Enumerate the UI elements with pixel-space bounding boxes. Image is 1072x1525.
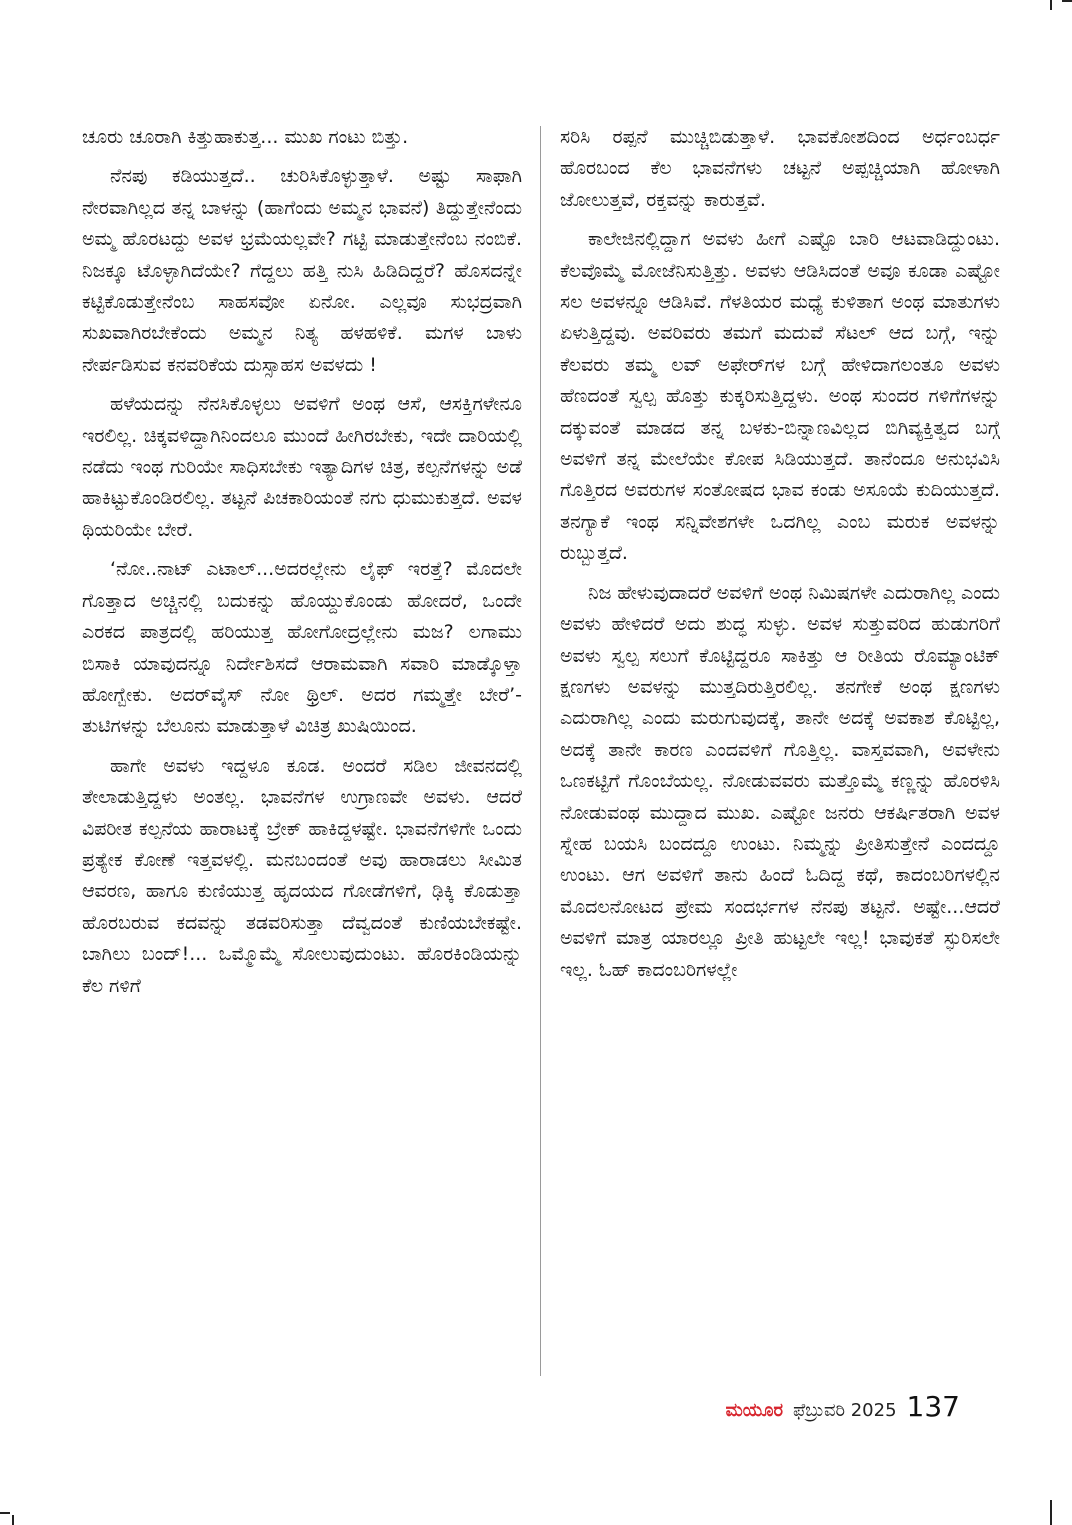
column-divider bbox=[540, 126, 541, 1376]
magazine-logo: ಮಯೂರ bbox=[725, 1400, 783, 1421]
crop-mark bbox=[0, 1512, 10, 1514]
page-number: 137 bbox=[906, 1390, 960, 1423]
paragraph: ಹಾಗೇ ಅವಳು ಇದ್ದಳೂ ಕೂಡ. ಅಂದರೆ ಸಡಿಲ ಜೀವನದಲ್ಲಿ ತೇಲಾಡುತ್ತಿದ್ದಳು ಅಂತಲ್ಲ. ಭಾವನೆಗಳ ಉಗ್ರಾಣವೇ ಅವಳು. ಆದರೆ ವಿಪರೀತ ಕಲ್ಪನೆಯ ಹಾರಾಟಕ್ಕೆ ಬ್ರೇಕ್ ಹಾಕಿದ್ದಳಷ್ಟೇ. ಭಾವನೆಗಳಿಗೇ ಒಂದು ಪ್ರತ್ಯೇಕ ಕೋಣೆ ಇತ್ತವಳಲ್ಲಿ. ಮನಬಂದಂತೆ ಅವು ಹಾರಾಡಲು ಸೀಮಿತ ಆವರಣ, ಹಾಗೂ ಕುಣಿಯುತ್ತ ಹೃದಯದ ಗೋಡೆಗಳಿಗೆ, ಢಿಕ್ಕಿ ಕೊಡುತ್ತಾ ಹೊರಬರುವ ಕದವನ್ನು ತಡವರಿಸುತ್ತಾ ದೆವ್ವದಂತೆ ಕುಣಿಯಬೇಕಷ್ಟೇ. ಬಾಗಿಲು ಬಂದ್!... ಒಮ್ಮೊಮ್ಮೆ ಸೋಲುವುದುಂಟು. ಹೊರಕಿಂಡಿಯನ್ನು ಕೆಲ ಗಳಿಗೆ bbox=[82, 754, 522, 997]
crop-mark bbox=[12, 1515, 14, 1525]
issue-month: ಫೆಬ್ರುವರಿ 2025 bbox=[792, 1400, 897, 1421]
paragraph: ಹಳೆಯದನ್ನು ನೆನಸಿಕೊಳ್ಳಲು ಅವಳಿಗೆ ಅಂಥ ಆಸೆ, ಆಸಕ್ತಿಗಳೇನೂ ಇರಲಿಲ್ಲ. ಚಿಕ್ಕವಳಿದ್ದಾಗಿನಿಂದಲೂ ಮುಂದೆ ಹೀಗಿರಬೇಕು, ಇದೇ ದಾರಿಯಲ್ಲಿ ನಡೆದು ಇಂಥ ಗುರಿಯೇ ಸಾಧಿಸಬೇಕು ಇತ್ಯಾದಿಗಳ ಚಿತ್ರ, ಕಲ್ಪನೆಗಳನ್ನು ಅಡೆ ಹಾಕಿಟ್ಟುಕೊಂಡಿರಲಿಲ್ಲ. ತಟ್ಟನೆ ಪಿಚಕಾರಿಯಂತೆ ನಗು ಧುಮುಕುತ್ತದೆ. ಅವಳ ಥಿಯರಿಯೇ ಬೇರೆ. bbox=[82, 393, 522, 541]
crop-mark bbox=[1062, 0, 1072, 2]
paragraph: ಚೂರು ಚೂರಾಗಿ ಕಿತ್ತುಹಾಕುತ್ತ... ಮುಖ ಗಂಟು ಬಿತ್ತು. bbox=[82, 126, 409, 148]
paragraph: ‘ನೋ..ನಾಟ್ ಎಟಾಲ್...ಅದರಲ್ಲೇನು ಲೈಫ್ ಇರತ್ತೆ? ಮೊದಲೇ ಗೊತ್ತಾದ ಅಚ್ಚಿನಲ್ಲಿ ಬದುಕನ್ನು ಹೊಯ್ದುಕೊಂಡು ಹೋದರೆ, ಒಂದೇ ಎರಕದ ಪಾತ್ರದಲ್ಲಿ ಹರಿಯುತ್ತ ಹೋಗೋದ್ರಲ್ಲೇನು ಮಜ? ಲಗಾಮು ಬಿಸಾಕಿ ಯಾವುದನ್ನೂ ನಿರ್ದೇಶಿಸದೆ ಆರಾಮವಾಗಿ ಸವಾರಿ ಮಾಡ್ಕೊಳ್ತಾ ಹೋಗ್ಬೇಕು. ಅದರ್‌ವೈಸ್ ನೋ ಥ್ರಿಲ್. ಅದರ ಗಮ್ಮತ್ತೇ ಬೇರೆ’- ತುಟಿಗಳನ್ನು ಬೆಲೂನು ಮಾಡುತ್ತಾಳೆ ವಿಚಿತ್ರ ಖುಷಿಯಿಂದ. bbox=[82, 558, 522, 738]
paragraph: ನೆನಪು ಕಡಿಯುತ್ತದೆ.. ಚುರಿಸಿಕೊಳ್ಳುತ್ತಾಳೆ. ಅಷ್ಟು ಸಾಫಾಗಿ ನೇರವಾಗಿಲ್ಲದ ತನ್ನ ಬಾಳನ್ನು (ಹಾಗೆಂದು ಅಮ್ಮನ ಭಾವನೆ) ತಿದ್ದುತ್ತೇನೆಂದು ಅಮ್ಮ ಹೊರಟದ್ದು ಅವಳ ಭ್ರಮೆಯಲ್ಲವೇ? ಗಟ್ಟಿ ಮಾಡುತ್ತೇನೆಂಬ ನಂಬಿಕೆ. ನಿಜಕ್ಕೂ ಟೊಳ್ಳಾಗಿದೆಯೇ? ಗೆದ್ದಲು ಹತ್ತಿ ನುಸಿ ಹಿಡಿದಿದ್ದರೆ? ಹೊಸದನ್ನೇ ಕಟ್ಟಿಕೊಡುತ್ತೇನೆಂಬ ಸಾಹಸವೋ ಏನೋ. ಎಲ್ಲವೂ ಸುಭದ್ರವಾಗಿ ಸುಖವಾಗಿರಬೇಕೆಂದು ಅಮ್ಮನ ನಿತ್ಯ ಹಳಹಳಿಕೆ. ಮಗಳ ಬಾಳು ನೇರ್ಪಡಿಸುವ ಕನವರಿಕೆಯ ದುಸ್ಸಾಹಸ ಅವಳದು ! bbox=[82, 165, 522, 376]
crop-mark bbox=[1050, 0, 1052, 10]
right-column bbox=[560, 122, 1000, 1380]
left-column bbox=[82, 122, 522, 1380]
paragraph: ಸರಿಸಿ ರಪ್ಪನೆ ಮುಚ್ಚಿಬಿಡುತ್ತಾಳೆ. ಭಾವಕೋಶದಿಂದ ಅರ್ಧಂಬರ್ಧ ಹೊರಬಂದ ಕೆಲ ಭಾವನೆಗಳು ಚಟ್ಟನೆ ಅಪ್ಪಚ್ಚಿಯಾಗಿ ಹೋಳಾಗಿ ಜೋಲುತ್ತವೆ, ರಕ್ತವನ್ನು ಕಾರುತ್ತವೆ. bbox=[560, 126, 1000, 211]
magazine-page bbox=[82, 122, 1000, 1380]
page-footer bbox=[726, 1390, 960, 1423]
crop-mark bbox=[1050, 1500, 1052, 1525]
paragraph: ಕಾಲೇಜಿನಲ್ಲಿದ್ದಾಗ ಅವಳು ಹೀಗೆ ಎಷ್ಟೊ ಬಾರಿ ಆಟವಾಡಿದ್ದುಂಟು. ಕೆಲವೊಮ್ಮೆ ಮೋಜೆನಿಸುತ್ತಿತ್ತು. ಅವಳು ಆಡಿಸಿದಂತೆ ಅವೂ ಕೂಡಾ ಎಷ್ಟೋ ಸಲ ಅವಳನ್ನೂ ಆಡಿಸಿವೆ. ಗೆಳತಿಯರ ಮಧ್ಯೆ ಕುಳಿತಾಗ ಅಂಥ ಮಾತುಗಳು ಏಳುತ್ತಿದ್ದವು. ಅವರಿವರು ತಮಗೆ ಮದುವೆ ಸೆಟಲ್ ಆದ ಬಗ್ಗೆ, ಇನ್ನು ಕೆಲವರು ತಮ್ಮ ಲವ್ ಅಫೇರ್‌ಗಳ ಬಗ್ಗೆ ಹೇಳಿದಾಗಲಂತೂ ಅವಳು ಹೆಣದಂತೆ ಸ್ವಲ್ಪ ಹೊತ್ತು ಕುಕ್ಕರಿಸುತ್ತಿದ್ದಳು. ಅಂಥ ಸುಂದರ ಗಳಿಗೆಗಳನ್ನು ದಕ್ಕುವಂತೆ ಮಾಡದ ತನ್ನ ಬಳಕು-ಬಿನ್ನಾಣವಿಲ್ಲದ ಬಿಗಿವ್ಯಕ್ತಿತ್ವದ ಬಗ್ಗೆ ಅವಳಿಗೆ ತನ್ನ ಮೇಲೆಯೇ ಕೋಪ ಸಿಡಿಯುತ್ತದೆ. ತಾನೆಂದೂ ಅನುಭವಿಸಿ ಗೊತ್ತಿರದ ಅವರುಗಳ ಸಂತೋಷದ ಭಾವ ಕಂಡು ಅಸೂಯೆ ಕುದಿಯುತ್ತದೆ. ತನಗ್ಯಾಕೆ ಇಂಥ ಸನ್ನಿವೇಶಗಳೇ ಒದಗಿಲ್ಲ ಎಂಬ ಮರುಕ ಅವಳನ್ನು ರುಬ್ಬುತ್ತದೆ. bbox=[560, 228, 1000, 565]
paragraph: ನಿಜ ಹೇಳುವುದಾದರೆ ಅವಳಿಗೆ ಅಂಥ ನಿಮಿಷಗಳೇ ಎದುರಾಗಿಲ್ಲ ಎಂದು ಅವಳು ಹೇಳಿದರೆ ಅದು ಶುದ್ಧ ಸುಳ್ಳು. ಅವಳ ಸುತ್ತುವರಿದ ಹುಡುಗರಿಗೆ ಅವಳು ಸ್ವಲ್ಪ ಸಲುಗೆ ಕೊಟ್ಟಿದ್ದರೂ ಸಾಕಿತ್ತು ಆ ರೀತಿಯ ರೊಮ್ಯಾಂಟಿಕ್ ಕ್ಷಣಗಳು ಅವಳನ್ನು ಮುತ್ತದಿರುತ್ತಿರಲಿಲ್ಲ. ತನಗೇಕೆ ಅಂಥ ಕ್ಷಣಗಳು ಎದುರಾಗಿಲ್ಲ ಎಂದು ಮರುಗುವುದಕ್ಕೆ, ತಾನೇ ಅದಕ್ಕೆ ಅವಕಾಶ ಕೊಟ್ಟಿಲ್ಲ, ಅದಕ್ಕೆ ತಾನೇ ಕಾರಣ ಎಂದವಳಿಗೆ ಗೊತ್ತಿಲ್ಲ. ವಾಸ್ತವವಾಗಿ, ಅವಳೇನು ಒಣಕಟ್ಟಿಗೆ ಗೊಂಬೆಯಲ್ಲ. ನೋಡುವವರು ಮತ್ತೊಮ್ಮೆ ಕಣ್ಣನ್ನು ಹೊರಳಿಸಿ ನೋಡುವಂಥ ಮುದ್ದಾದ ಮುಖ. ಎಷ್ಟೋ ಜನರು ಆಕರ್ಷಿತರಾಗಿ ಅವಳ ಸ್ನೇಹ ಬಯಸಿ ಬಂದದ್ದೂ ಉಂಟು. ನಿಮ್ಮನ್ನು ಪ್ರೀತಿಸುತ್ತೇನೆ ಎಂದದ್ದೂ ಉಂಟು. ಆಗ ಅವಳಿಗೆ ತಾನು ಹಿಂದೆ ಓದಿದ್ದ ಕಥೆ, ಕಾದಂಬರಿಗಳಲ್ಲಿನ ಮೊದಲನೋಟದ ಪ್ರೇಮ ಸಂದರ್ಭಗಳ ನೆನಪು ತಟ್ಟನೆ. ಅಷ್ಟೇ...ಆದರೆ ಅವಳಿಗೆ ಮಾತ್ರ ಯಾರಲ್ಲೂ ಪ್ರೀತಿ ಹುಟ್ಟಲೇ ಇಲ್ಲ! ಭಾವುಕತೆ ಸ್ಫುರಿಸಲೇ ಇಲ್ಲ. ಓಹ್ ಕಾದಂಬರಿಗಳಲ್ಲೇ bbox=[560, 581, 1000, 981]
